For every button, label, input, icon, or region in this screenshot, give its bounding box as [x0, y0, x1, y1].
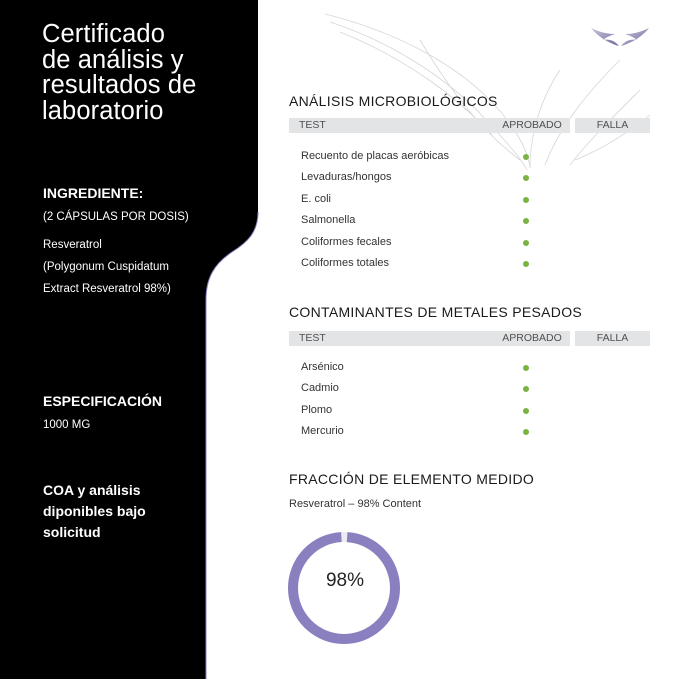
pass-dot-icon [523, 261, 529, 267]
ingredient-line: (Polygonum Cuspidatum [43, 261, 169, 273]
pass-dot-icon [523, 365, 529, 371]
micro-row-test: Coliformes totales [301, 257, 390, 269]
title-line: de análisis y [42, 45, 184, 74]
spec-value: 1000 MG [43, 419, 91, 431]
metals-row-test: Cadmio [301, 382, 339, 394]
micro-row-test: Salmonella [301, 214, 356, 226]
spec-heading: ESPECIFICACIÓN [43, 393, 163, 409]
pass-dot-icon [523, 197, 529, 203]
title-line: resultados de [42, 71, 197, 99]
wings-logo-icon [589, 26, 651, 48]
metals-row-test: Mercurio [301, 425, 344, 437]
ingredient-line: Extract Resveratrol 98%) [43, 283, 171, 295]
fraction-percent-label: 98% [325, 570, 365, 591]
fraction-subtitle: Resveratrol – 98% Content [289, 498, 422, 510]
fraction-section-title: FRACCIÓN DE ELEMENTO MEDIDO [289, 471, 535, 487]
coa-line: COA y análisis [43, 482, 141, 498]
title-line: Certificado [42, 20, 165, 48]
coa-line: diponibles bajo [43, 503, 146, 519]
certificate-title [42, 22, 262, 124]
pass-dot-icon [523, 240, 529, 246]
pass-dot-icon [523, 175, 529, 181]
title-line: laboratorio [42, 96, 164, 125]
micro-row-test: Levaduras/hongos [301, 171, 392, 183]
micro-row-test: E. coli [301, 193, 331, 205]
coa-line: solicitud [43, 524, 101, 540]
metals-header-fail: FALLA [575, 331, 650, 346]
micro-row-test: Coliformes fecales [301, 236, 392, 248]
pass-dot-icon [523, 429, 529, 435]
ingredient-heading: INGREDIENTE: [43, 185, 144, 201]
ingredient-line: Resveratrol [43, 239, 102, 251]
metals-header-pass: APROBADO [494, 331, 570, 346]
pass-dot-icon [523, 386, 529, 392]
micro-section-title: ANÁLISIS MICROBIOLÓGICOS [289, 93, 498, 109]
pass-dot-icon [523, 218, 529, 224]
pass-dot-icon [523, 154, 529, 160]
micro-header-fail: FALLA [575, 118, 650, 133]
metals-row-test: Arsénico [301, 361, 344, 373]
micro-header-test: TEST [289, 118, 499, 133]
micro-row-test: Recuento de placas aeróbicas [301, 150, 449, 162]
metals-header-test: TEST [289, 331, 499, 346]
metals-section-title: CONTAMINANTES DE METALES PESADOS [289, 304, 583, 320]
dose-text: (2 CÁPSULAS POR DOSIS) [43, 211, 189, 223]
micro-header-pass: APROBADO [494, 118, 570, 133]
pass-dot-icon [523, 408, 529, 414]
metals-row-test: Plomo [301, 404, 333, 416]
